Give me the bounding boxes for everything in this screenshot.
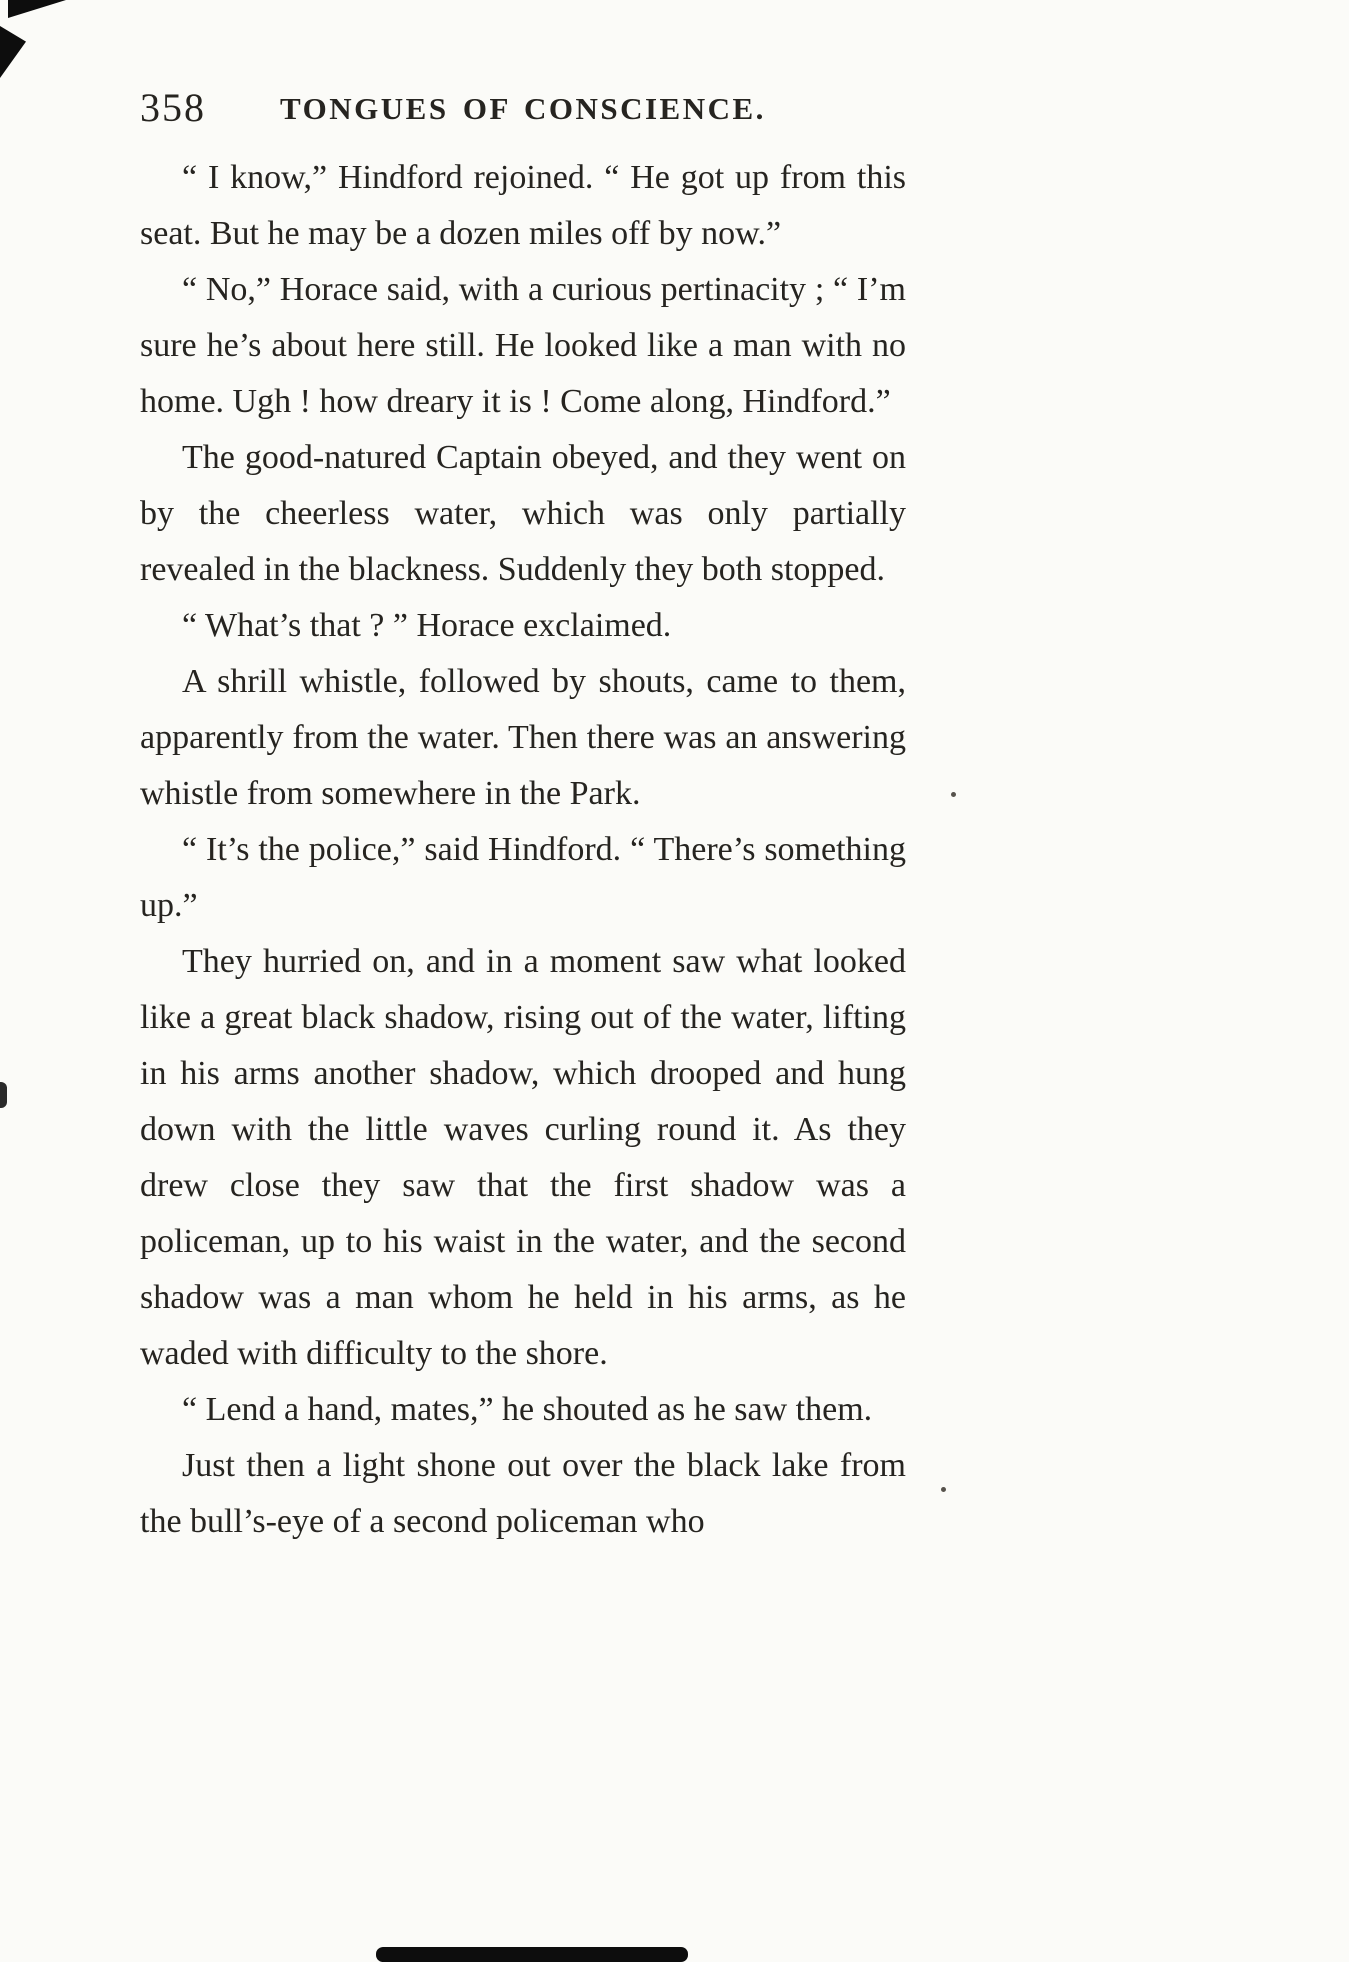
paragraph-1: “ I know,” Hindford rejoined. “ He got up from this seat. But he may be a dozen miles off by now.” <box>140 159 906 252</box>
scan-artifact-bottom <box>376 1947 688 1962</box>
running-title: TONGUES OF CONSCIENCE. <box>280 91 766 126</box>
paragraph-7: They hurried on, and in a moment saw what looked like a great black shadow, rising out of the water, lifting in his arms another shadow, which drooped and hung down with the little waves curling round it. As they drew close they saw that the first shadow was a policeman, up to his waist in the water, and the second shadow was a man whom he held in his arms, as he waded with difficulty to the shore. <box>140 943 906 1372</box>
scan-speck <box>941 1487 946 1492</box>
page-body <box>140 150 906 1550</box>
paragraph-8: “ Lend a hand, mates,” he shouted as he saw them. <box>182 1391 873 1428</box>
scan-speck <box>951 792 956 797</box>
paragraph-4: “ What’s that ? ” Horace exclaimed. <box>182 607 672 644</box>
paragraph-5: A shrill whistle, followed by shouts, came to them, apparently from the water. Then there was an answering whistle from somewhere in the Park. <box>140 663 906 812</box>
scan-artifact-corner <box>0 26 26 78</box>
page-number: 358 <box>140 85 206 130</box>
scan-artifact-edge <box>0 1082 7 1108</box>
paragraph-3: The good-natured Captain obeyed, and they went on by the cheerless water, which was only partially revealed in the blackness. Suddenly they both stopped. <box>140 439 906 588</box>
paragraph-6: “ It’s the police,” said Hindford. “ There’s something up.” <box>140 831 906 924</box>
paragraph-2: “ No,” Horace said, with a curious pertinacity ; “ I’m sure he’s about here still. He looked like a man with no home. Ugh ! how dreary it is ! Come along, Hindford.” <box>140 271 906 420</box>
page-header <box>140 84 906 144</box>
scan-artifact-corner <box>8 0 66 18</box>
paragraph-9: Just then a light shone out over the black lake from the bull’s-eye of a second policeman who <box>140 1447 906 1540</box>
